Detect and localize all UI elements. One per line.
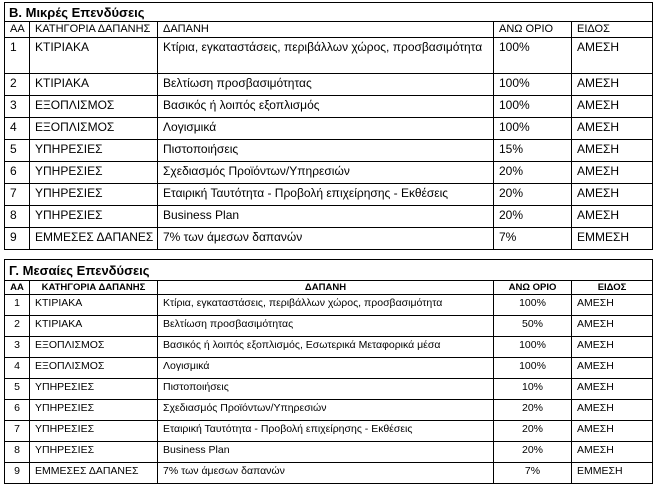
cell-upper-limit: 100%: [494, 38, 572, 74]
table-row: [5, 337, 653, 358]
table-row: [5, 295, 653, 316]
cell-aa: 8: [5, 206, 30, 228]
table-row: [5, 421, 653, 442]
cell-expense: Σχεδιασμός Προϊόντων/Υπηρεσιών: [158, 400, 494, 421]
cell-category: ΥΠΗΡΕΣΙΕΣ: [30, 206, 158, 228]
medium-investments-section: [4, 259, 652, 484]
col-header-expense: ΔΑΠΑΝΗ: [158, 281, 494, 295]
cell-upper-limit: 7%: [494, 463, 572, 484]
cell-expense: Εταιρική Ταυτότητα - Προβολή επιχείρησης - Εκθέσεις: [158, 421, 494, 442]
cell-type: ΑΜΕΣΗ: [572, 206, 653, 228]
cell-type: ΑΜΕΣΗ: [572, 38, 653, 74]
cell-upper-limit: 20%: [494, 184, 572, 206]
col-header-category: ΚΑΤΗΓΟΡΙΑ ΔΑΠΑΝΗΣ: [30, 281, 158, 295]
cell-category: ΚΤΙΡΙΑΚΑ: [30, 74, 158, 96]
table-row: [5, 442, 653, 463]
cell-upper-limit: 20%: [494, 442, 572, 463]
cell-aa: 9: [5, 463, 30, 484]
table-row: [5, 38, 653, 74]
cell-aa: 3: [5, 96, 30, 118]
header-row: [5, 22, 653, 38]
cell-upper-limit: 100%: [494, 74, 572, 96]
cell-expense: Κτίρια, εγκαταστάσεις, περιβάλλων χώρος, προσβασιμότητα: [158, 295, 494, 316]
cell-category: ΕΞΟΠΛΙΣΜΟΣ: [30, 337, 158, 358]
cell-aa: 5: [5, 140, 30, 162]
cell-aa: 6: [5, 400, 30, 421]
cell-type: ΑΜΕΣΗ: [572, 140, 653, 162]
cell-type: ΑΜΕΣΗ: [572, 421, 653, 442]
cell-type: ΑΜΕΣΗ: [572, 118, 653, 140]
cell-category: ΥΠΗΡΕΣΙΕΣ: [30, 184, 158, 206]
table-row: [5, 96, 653, 118]
table-row: [5, 206, 653, 228]
cell-expense: Λογισμικά: [158, 358, 494, 379]
cell-category: ΕΜΜΕΣΕΣ ΔΑΠΑΝΕΣ: [30, 463, 158, 484]
cell-upper-limit: 50%: [494, 316, 572, 337]
col-header-upper-limit: ΑΝΩ ΟΡΙΟ: [494, 22, 572, 38]
cell-expense: Βασικός ή λοιπός εξοπλισμός, Εσωτερικά Μεταφορικά μέσα: [158, 337, 494, 358]
cell-aa: 3: [5, 337, 30, 358]
cell-category: ΥΠΗΡΕΣΙΕΣ: [30, 400, 158, 421]
cell-type: ΑΜΕΣΗ: [572, 358, 653, 379]
cell-upper-limit: 100%: [494, 295, 572, 316]
cell-type: ΑΜΕΣΗ: [572, 400, 653, 421]
cell-expense: Βασικός ή λοιπός εξοπλισμός: [158, 96, 494, 118]
cell-upper-limit: 20%: [494, 162, 572, 184]
cell-category: ΕΜΜΕΣΕΣ ΔΑΠΑΝΕΣ: [30, 228, 158, 250]
table-row: [5, 74, 653, 96]
cell-type: ΑΜΕΣΗ: [572, 337, 653, 358]
cell-expense: Βελτίωση προσβασιμότητας: [158, 74, 494, 96]
cell-aa: 2: [5, 74, 30, 96]
cell-type: ΑΜΕΣΗ: [572, 96, 653, 118]
cell-upper-limit: 10%: [494, 379, 572, 400]
cell-aa: 6: [5, 162, 30, 184]
col-header-expense: ΔΑΠΑΝΗ: [158, 22, 494, 38]
cell-upper-limit: 20%: [494, 206, 572, 228]
cell-category: ΚΤΙΡΙΑΚΑ: [30, 38, 158, 74]
table-row: [5, 184, 653, 206]
cell-type: ΑΜΕΣΗ: [572, 316, 653, 337]
cell-category: ΥΠΗΡΕΣΙΕΣ: [30, 162, 158, 184]
section-title: Β. Μικρές Επενδύσεις: [5, 3, 653, 22]
cell-type: ΑΜΕΣΗ: [572, 379, 653, 400]
cell-aa: 4: [5, 358, 30, 379]
table-row: [5, 162, 653, 184]
cell-aa: 4: [5, 118, 30, 140]
cell-category: ΥΠΗΡΕΣΙΕΣ: [30, 421, 158, 442]
cell-expense: Business Plan: [158, 206, 494, 228]
cell-type: ΑΜΕΣΗ: [572, 295, 653, 316]
cell-expense: Εταιρική Ταυτότητα - Προβολή επιχείρησης - Εκθέσεις: [158, 184, 494, 206]
cell-expense: Business Plan: [158, 442, 494, 463]
cell-upper-limit: 100%: [494, 358, 572, 379]
cell-expense: 7% των άμεσων δαπανών: [158, 463, 494, 484]
cell-category: ΚΤΙΡΙΑΚΑ: [30, 316, 158, 337]
cell-upper-limit: 20%: [494, 421, 572, 442]
cell-expense: Πιστοποιήσεις: [158, 140, 494, 162]
small-investments-table: [4, 2, 653, 250]
cell-category: ΥΠΗΡΕΣΙΕΣ: [30, 442, 158, 463]
section-title: Γ. Μεσαίες Επενδύσεις: [5, 260, 653, 281]
cell-type: ΕΜΜΕΣΗ: [572, 228, 653, 250]
cell-expense: Πιστοποιήσεις: [158, 379, 494, 400]
cell-aa: 5: [5, 379, 30, 400]
table-row: [5, 228, 653, 250]
table-row: [5, 358, 653, 379]
cell-category: ΥΠΗΡΕΣΙΕΣ: [30, 379, 158, 400]
col-header-type: ΕΙΔΟΣ: [572, 281, 653, 295]
cell-upper-limit: 15%: [494, 140, 572, 162]
table-row: [5, 316, 653, 337]
cell-expense: 7% των άμεσων δαπανών: [158, 228, 494, 250]
table-row: [5, 140, 653, 162]
cell-expense: Σχεδιασμός Προϊόντων/Υπηρεσιών: [158, 162, 494, 184]
cell-upper-limit: 100%: [494, 118, 572, 140]
cell-aa: 2: [5, 316, 30, 337]
cell-expense: Κτίρια, εγκαταστάσεις, περιβάλλων χώρος, προσβασιμότητα: [158, 38, 494, 74]
cell-upper-limit: 100%: [494, 337, 572, 358]
cell-aa: 7: [5, 184, 30, 206]
cell-type: ΑΜΕΣΗ: [572, 162, 653, 184]
cell-aa: 1: [5, 295, 30, 316]
cell-upper-limit: 7%: [494, 228, 572, 250]
cell-aa: 8: [5, 442, 30, 463]
cell-expense: Λογισμικά: [158, 118, 494, 140]
table-row: [5, 379, 653, 400]
cell-aa: 9: [5, 228, 30, 250]
table-row: [5, 118, 653, 140]
col-header-type: ΕΙΔΟΣ: [572, 22, 653, 38]
table-row: [5, 400, 653, 421]
cell-category: ΚΤΙΡΙΑΚΑ: [30, 295, 158, 316]
cell-type: ΑΜΕΣΗ: [572, 184, 653, 206]
cell-aa: 7: [5, 421, 30, 442]
cell-aa: 1: [5, 38, 30, 74]
small-investments-section: [4, 2, 652, 250]
cell-category: ΕΞΟΠΛΙΣΜΟΣ: [30, 96, 158, 118]
cell-type: ΑΜΕΣΗ: [572, 74, 653, 96]
cell-type: ΑΜΕΣΗ: [572, 442, 653, 463]
cell-upper-limit: 20%: [494, 400, 572, 421]
cell-expense: Βελτίωση προσβασιμότητας: [158, 316, 494, 337]
medium-investments-table: [4, 259, 653, 484]
col-header-category: ΚΑΤΗΓΟΡΙΑ ΔΑΠΑΝΗΣ: [30, 22, 158, 38]
col-header-upper-limit: ΑΝΩ ΟΡΙΟ: [494, 281, 572, 295]
cell-type: ΕΜΜΕΣΗ: [572, 463, 653, 484]
cell-upper-limit: 100%: [494, 96, 572, 118]
header-row: [5, 281, 653, 295]
cell-category: ΕΞΟΠΛΙΣΜΟΣ: [30, 118, 158, 140]
cell-category: ΥΠΗΡΕΣΙΕΣ: [30, 140, 158, 162]
cell-category: ΕΞΟΠΛΙΣΜΟΣ: [30, 358, 158, 379]
table-row: [5, 463, 653, 484]
col-header-aa: ΑΑ: [5, 281, 30, 295]
col-header-aa: ΑΑ: [5, 22, 30, 38]
